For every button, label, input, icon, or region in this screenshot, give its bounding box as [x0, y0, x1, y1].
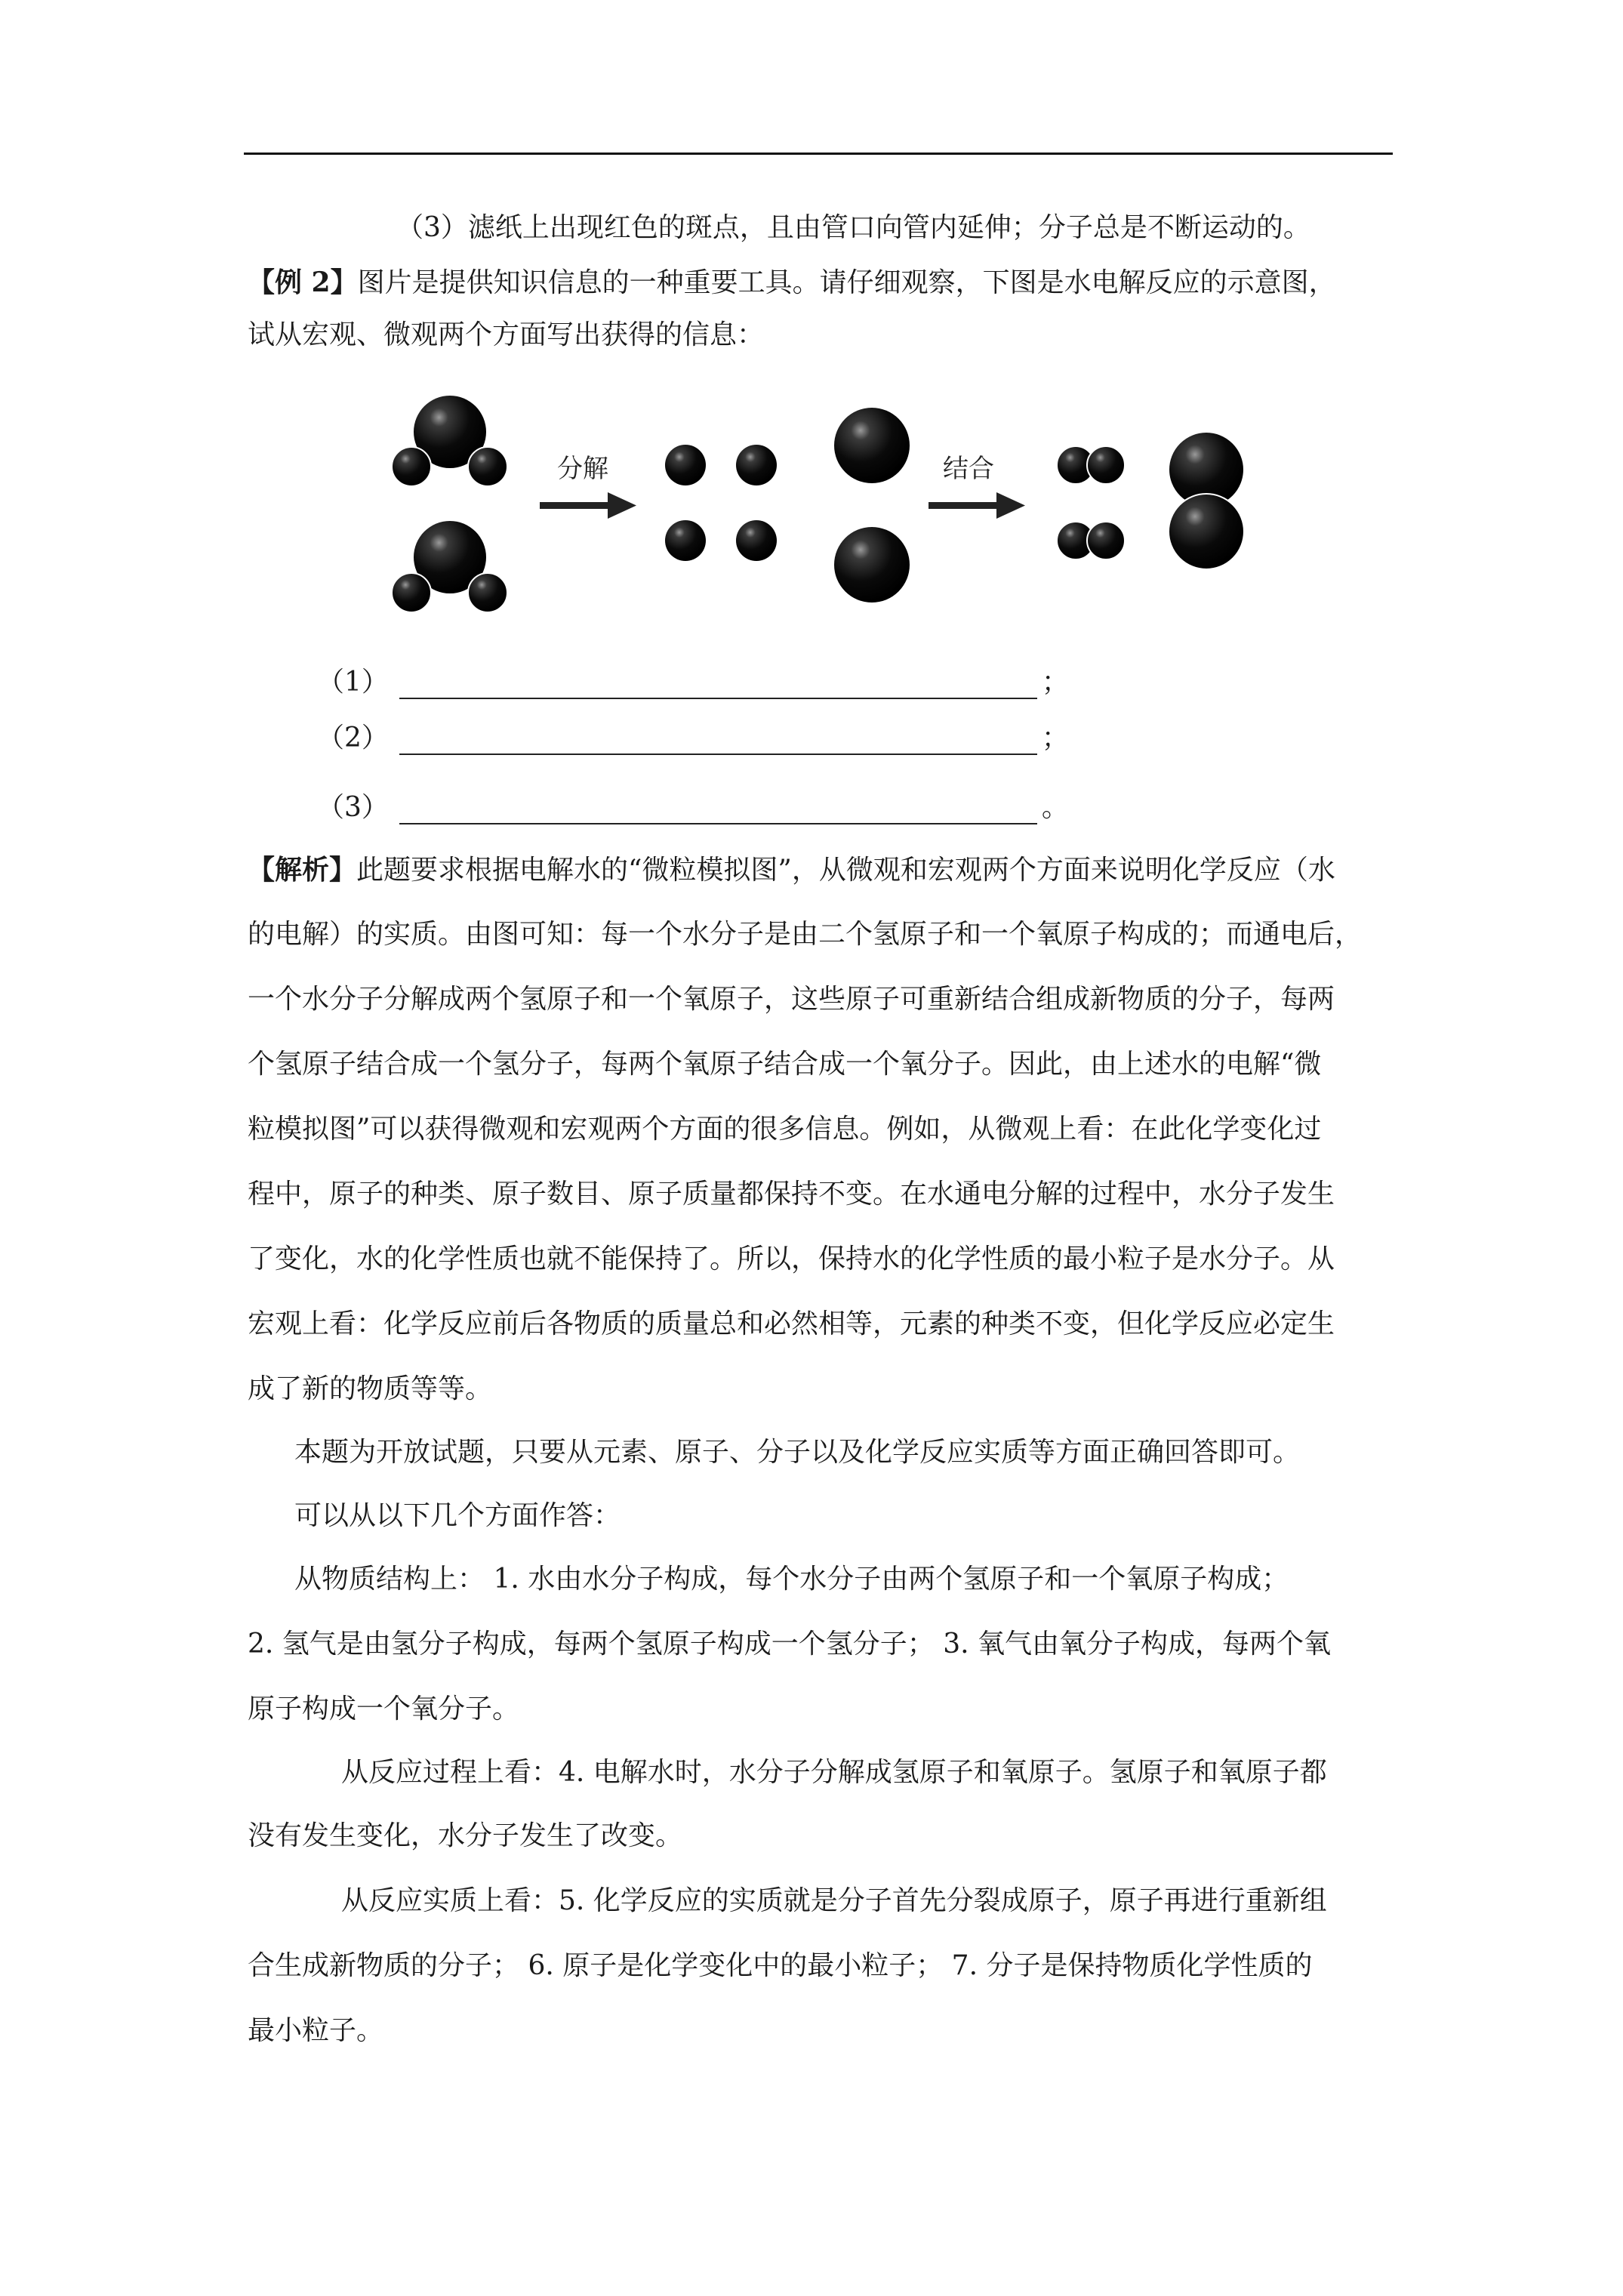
analysis-line-8: 宏观上看：化学反应前后各物质的质量总和必然相等，元素的种类不变，但化学反应必定生: [248, 1308, 1335, 1339]
structure-line-3: 原子构成一个氧分子。: [248, 1693, 520, 1724]
process-line-2: 没有发生变化，水分子发生了改变。: [248, 1820, 683, 1851]
example-label: 【例 2】: [248, 267, 358, 298]
oxygen-atoms: [834, 408, 910, 603]
text-line-1: （3）滤纸上出现红色的斑点，且由管口向管内延伸；分子总是不断运动的。: [396, 212, 1310, 243]
essence-line-3: 最小粒子。: [248, 2015, 384, 2046]
blank-end: 。: [1041, 792, 1069, 823]
blank-label: （3）: [317, 792, 389, 823]
structure-line-1: 从物质结构上： 1. 水由水分子构成，每个水分子由两个氢原子和一个氧原子构成；: [294, 1564, 1289, 1595]
answer-aspects-intro: 可以从以下几个方面作答：: [294, 1500, 621, 1531]
answer-blank-2[interactable]: [317, 722, 1069, 755]
header-rule: [244, 153, 1393, 155]
analysis-line-3: 一个水分子分解成两个氢原子和一个氧原子，这些原子可重新结合组成新物质的分子，每两: [248, 984, 1335, 1015]
analysis-line-4: 个氢原子结合成一个氢分子，每两个氧原子结合成一个氧分子。因此，由上述水的电解“微: [248, 1049, 1322, 1080]
blank-label: （2）: [317, 723, 389, 754]
oxygen-molecule: [1169, 432, 1244, 569]
blank-line[interactable]: [399, 797, 1037, 824]
blank-end: ；: [1041, 723, 1069, 754]
essence-line-2: 合生成新物质的分子； 6. 原子是化学变化中的最小粒子； 7. 分子是保持物质化学性质的: [248, 1950, 1313, 1981]
analysis-line-6: 程中，原子的种类、原子数目、原子质量都保持不变。在水通电分解的过程中，水分子发生: [248, 1179, 1335, 1210]
answer-blank-3[interactable]: [317, 791, 1069, 824]
analysis-line-1: 【解析】此题要求根据电解水的“微粒模拟图”，从微观和宏观两个方面来说明化学反应（水: [248, 854, 1335, 886]
blank-end: ；: [1041, 667, 1069, 698]
analysis-line-5: 粒模拟图”可以获得微观和宏观两个方面的很多信息。例如，从微观上看：在此化学变化过: [248, 1114, 1322, 1145]
water-molecule-1: [392, 396, 507, 486]
text-line-3: 试从宏观、微观两个方面写出获得的信息：: [248, 319, 765, 350]
example-text: 图片是提供知识信息的一种重要工具。请仔细观察，下图是水电解反应的示意图，: [357, 267, 1336, 298]
example-2-intro: [248, 266, 1403, 300]
essence-line-1: 从反应实质上看：5. 化学反应的实质就是分子首先分裂成原子，原子再进行重新组: [341, 1885, 1327, 1916]
water-molecule-2: [392, 521, 507, 612]
arrow-label-combine: 结合: [943, 454, 994, 484]
process-line-1: 从反应过程上看：4. 电解水时，水分子分解成氢原子和氧原子。氢原子和氧原子都: [341, 1757, 1327, 1788]
blank-line[interactable]: [399, 672, 1037, 699]
analysis-label: 【解析】: [248, 854, 357, 886]
hydrogen-atoms: [665, 445, 777, 561]
blank-label: （1）: [317, 667, 389, 698]
hydrogen-molecule-2: [1057, 522, 1125, 559]
arrow-right-icon: [929, 492, 1025, 519]
blank-line[interactable]: [399, 728, 1037, 755]
structure-line-2: 2. 氢气是由氢分子构成，每两个氢原子构成一个氢分子； 3. 氧气由氧分子构成，每两个氧: [248, 1629, 1332, 1660]
electrolysis-diagram: [377, 393, 1268, 627]
analysis-line-7: 了变化，水的化学性质也就不能保持了。所以，保持水的化学性质的最小粒子是水分子。从: [248, 1244, 1335, 1274]
analysis-line-2: 的电解）的实质。由图可知：每一个水分子是由二个氢原子和一个氧原子构成的；而通电后，: [248, 919, 1363, 950]
open-question-note: 本题为开放试题，只要从元素、原子、分子以及化学反应实质等方面正确回答即可。: [294, 1437, 1301, 1468]
answer-blank-1[interactable]: [317, 666, 1069, 699]
arrow-right-icon: [540, 492, 636, 519]
hydrogen-molecule-1: [1057, 446, 1125, 484]
arrow-label-decompose: 分解: [557, 454, 608, 484]
analysis-line-9: 成了新的物质等等。: [248, 1373, 493, 1404]
